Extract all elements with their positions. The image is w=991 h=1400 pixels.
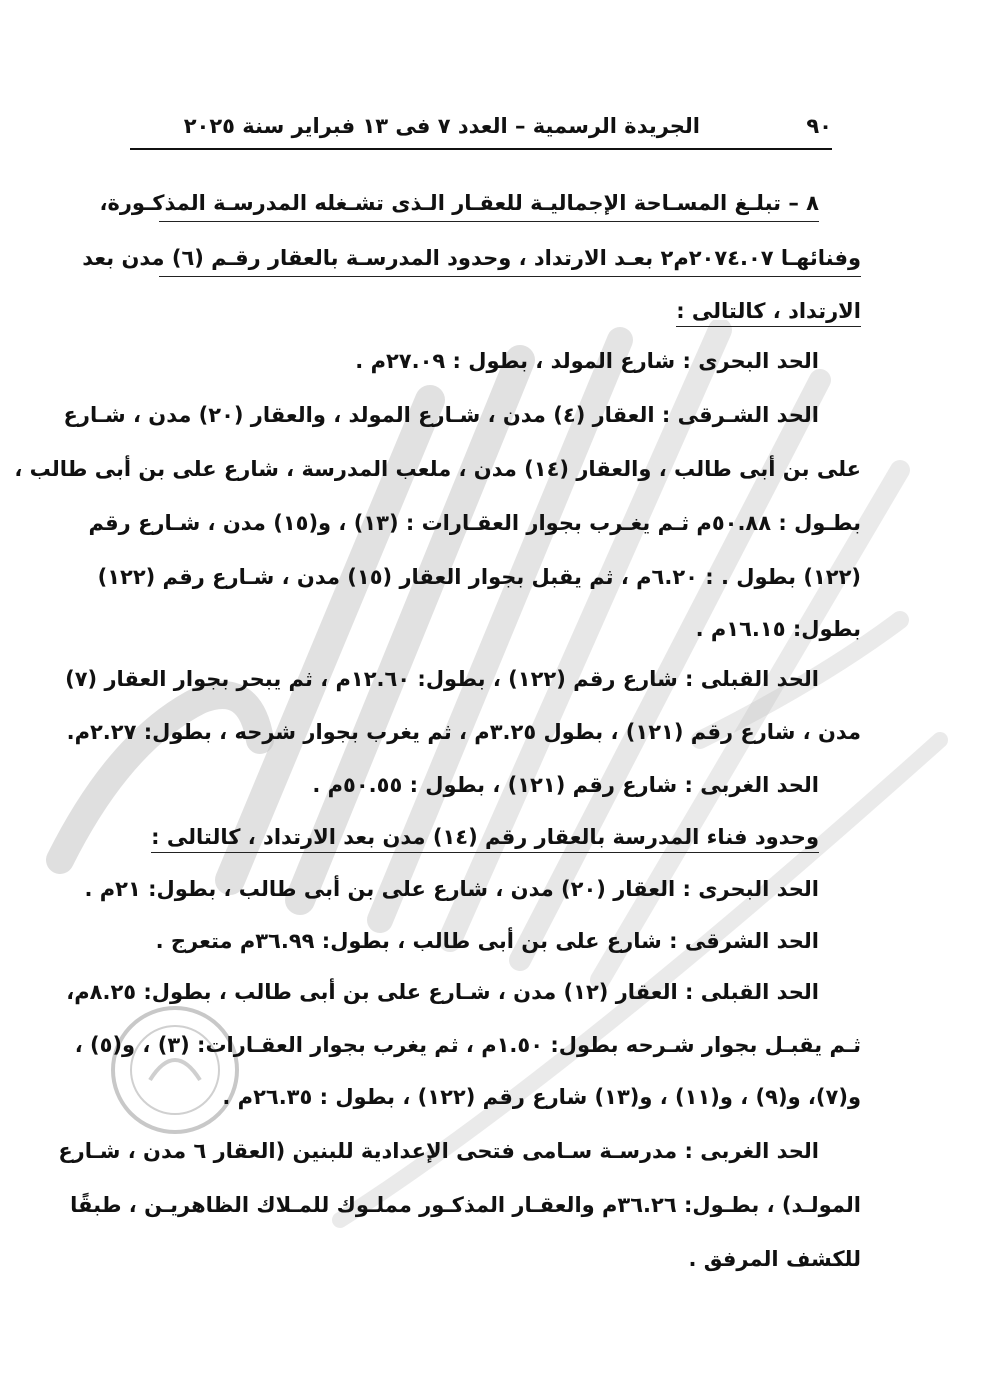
text-line: وفنائهـا ٢٠٧٤.٠٧م٢ بعـد الارتداد ، وحدود المدرسـة بالعقار رقـم (٦) مدن بعد bbox=[159, 243, 861, 277]
underlined-phrase: الارتداد ، كالتالى : bbox=[676, 299, 861, 327]
text-line: مدن ، شارع رقم (١٢١) ، بطول ٣.٢٥م ، ثم يغرب بجوار شرحه ، بطول: ٢.٢٧م. bbox=[66, 720, 861, 744]
text-line: ٨ – تبلـغ المسـاحة الإجماليـة للعقـار الـذى تشـغله المدرسـة المذكـورة، bbox=[159, 188, 819, 222]
text-line: المولـد) ، بطـول: ٣٦.٢٦م والعقـار المذكـور مملـوك للمـلاك الظاهريـن ، طبقًا bbox=[70, 1193, 861, 1217]
text-line: بطول: ١٦.١٥م . bbox=[695, 617, 861, 641]
text-line: الحد البحرى : شارع المولد ، بطول : ٢٧.٠٩م . bbox=[355, 349, 819, 373]
text-line: الحد الشرقى : شارع على بن أبى طالب ، بطول: ٣٦.٩٩م متعرج . bbox=[155, 929, 819, 953]
page-number: ٩٠ bbox=[806, 114, 832, 138]
text-line bbox=[151, 822, 819, 852]
text-line: و(٧)، و(٩) ، و(١١) ، و(١٣) شارع رقم (١٢٢) ، بطول : ٢٦.٣٥م . bbox=[222, 1085, 861, 1109]
text-line: ثـم يقبـل بجوار شـرحه بطول: ١.٥٠م ، ثم يغرب بجوار العقـارات: (٣) ، و(٥) ، bbox=[74, 1033, 861, 1057]
text-line: على بن أبى طالب ، والعقار (١٤) مدن ، ملعب المدرسة ، شارع على بن أبى طالب ، bbox=[14, 457, 861, 481]
gazette-title: الجريدة الرسمية – العدد ٧ فى ١٣ فبراير سنة ٢٠٢٥ bbox=[183, 114, 700, 138]
text-line: الحد القبلى : شارع رقم (١٢٢) ، بطول: ١٢.٦٠م ، ثم يبحر بجوار العقار (٧) bbox=[65, 667, 819, 691]
text-line: الحد البحرى : العقار (٢٠) مدن ، شارع على بن أبى طالب ، بطول: ٢١م . bbox=[84, 877, 819, 901]
text-line: الحد الغربى : شارع رقم (١٢١) ، بطول : ٥٠.٥٥م . bbox=[312, 773, 819, 797]
text-line bbox=[159, 296, 861, 326]
page-header bbox=[130, 108, 832, 150]
watermark-seal bbox=[113, 1008, 237, 1132]
text-line: الحد القبلى : العقار (١٢) مدن ، شـارع على بن أبى طالب ، بطول: ٨.٢٥م، bbox=[66, 980, 819, 1004]
text-line: بطـول : ٥٠.٨٨م ثـم يغـرب بجوار العقـارات : (١٣) ، و(١٥) مدن ، شـارع رقم bbox=[88, 511, 861, 535]
underlined-phrase: وحدود فناء المدرسة بالعقار رقم (١٤) مدن بعد الارتداد ، كالتالى : bbox=[151, 825, 819, 853]
text-line: للكشف المرفق . bbox=[688, 1247, 861, 1271]
text-line: (١٢٢) بطول . : ٦.٢٠م ، ثم يقبل بجوار العقار (١٥) مدن ، شـارع رقم (١٢٢) bbox=[97, 565, 861, 589]
text-line: الحد الشـرقى : العقار (٤) مدن ، شـارع المولد ، والعقار (٢٠) مدن ، شـارع bbox=[63, 403, 819, 427]
text-line: الحد الغربى : مدرسـة سـامى فتحى الإعدادية للبنين (العقار ٦ مدن ، شـارع bbox=[58, 1139, 819, 1163]
